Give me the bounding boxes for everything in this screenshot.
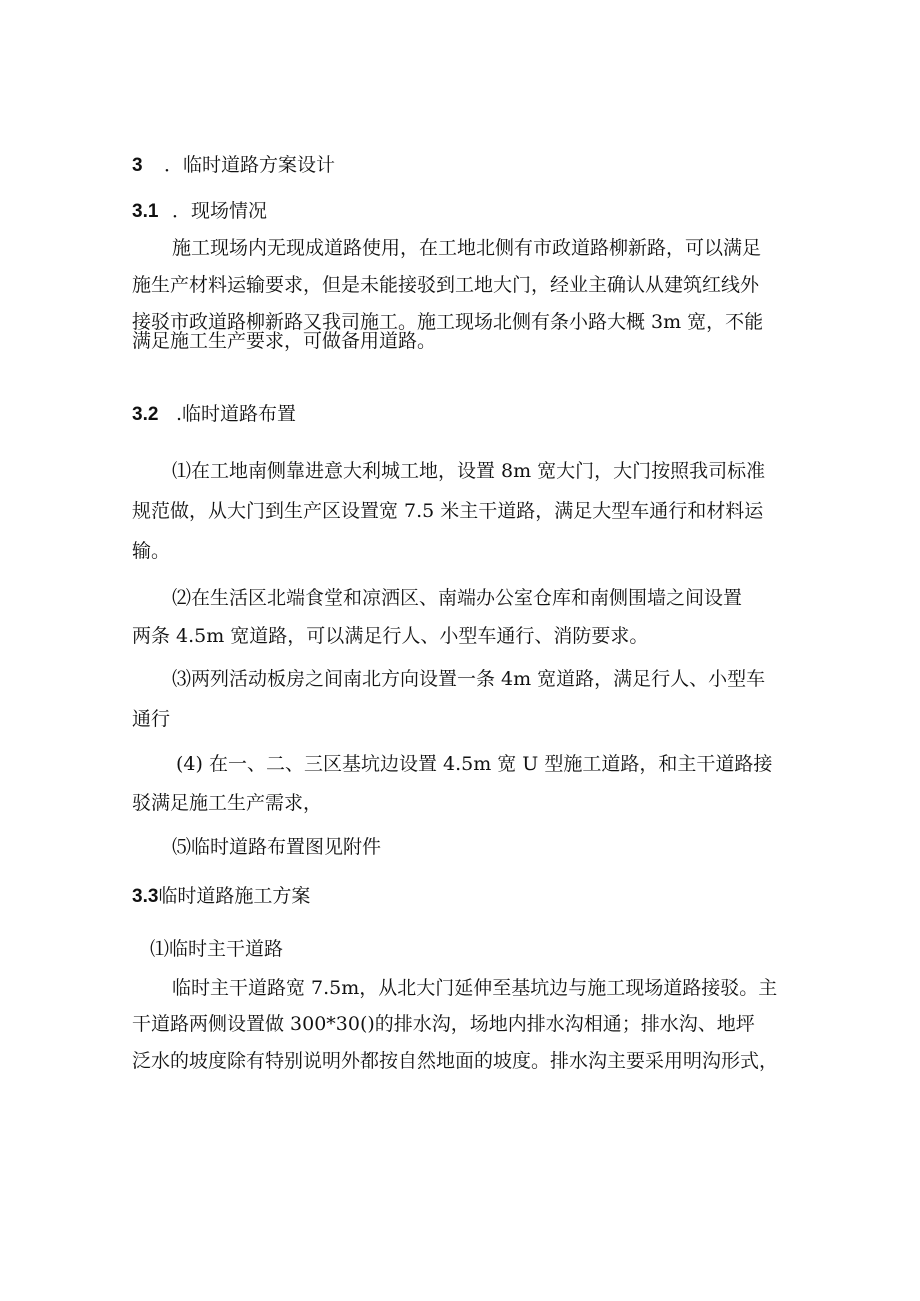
list-item-line: ⑶两列活动板房之间南北方向设置一条 4m 宽道路，满足行人、小型车	[172, 668, 766, 690]
paragraph-line: 施工现场内无现成道路使用，在工地北侧有市政道路柳新路，可以满足	[172, 237, 762, 259]
list-item-line: 输。	[132, 540, 171, 562]
list-item-line: 两条 4.5m 宽道路，可以满足行人、小型车通行、消防要求。	[132, 625, 649, 647]
list-item-line: ⑵在生活区北端食堂和凉洒区、南端办公室仓库和南侧围墙之间设置	[172, 587, 743, 609]
section-number: 3.3	[132, 886, 159, 907]
paragraph-line: 施生产材料运输要求，但是未能接驳到工地大门，经业主确认从建筑红线外	[132, 274, 760, 296]
section-title: ．临时道路方案设计	[164, 154, 336, 176]
section-title: .临时道路布置	[176, 403, 297, 425]
section-number: 3.1	[132, 201, 159, 222]
section-title: ．现场情况	[172, 200, 268, 222]
list-item-line: 驳满足施工生产需求，	[132, 792, 323, 814]
section-heading-3-1	[132, 200, 267, 223]
section-number: 3	[132, 155, 143, 176]
section-number: 3.2	[132, 404, 159, 425]
paragraph-line: 干道路两侧设置做 300*30()的排水沟，场地内排水沟相通；排水沟、地坪	[132, 1013, 755, 1035]
paragraph-line: 临时主干道路宽 7.5m，从北大门延伸至基坑边与施工现场道路接驳。主	[172, 977, 778, 999]
list-item-line: ⑸临时道路布置图见附件	[172, 836, 382, 858]
list-item-line: 规范做，从大门到生产区设置宽 7.5 米主干道路，满足大型车通行和材料运	[132, 500, 764, 522]
list-item-line: ⑴在工地南侧靠进意大利城工地，设置 8m 宽大门，大门按照我司标准	[172, 460, 766, 482]
paragraph-line: 接驳市政道路柳新路又我司施工。施工现场北侧有条小路大概 3m 宽，不能	[132, 311, 764, 333]
list-item-line: (4) 在一、二、三区基坑边设置 4.5m 宽 U 型施工道路，和主干道路接	[176, 753, 773, 775]
section-title: 临时道路施工方案	[158, 885, 311, 907]
section-heading-3-2	[132, 403, 296, 426]
paragraph-line: 满足施工生产要求，可做备用道路。	[132, 330, 437, 352]
section-heading-3	[132, 154, 335, 177]
paragraph-line: 泛水的坡度除有特别说明外都按自然地面的坡度。排水沟主要采用明沟形式，	[132, 1050, 779, 1072]
list-item-line: 通行	[132, 708, 171, 730]
section-heading-3-3	[132, 885, 310, 908]
subheading-line: ⑴临时主干道路	[150, 938, 284, 960]
